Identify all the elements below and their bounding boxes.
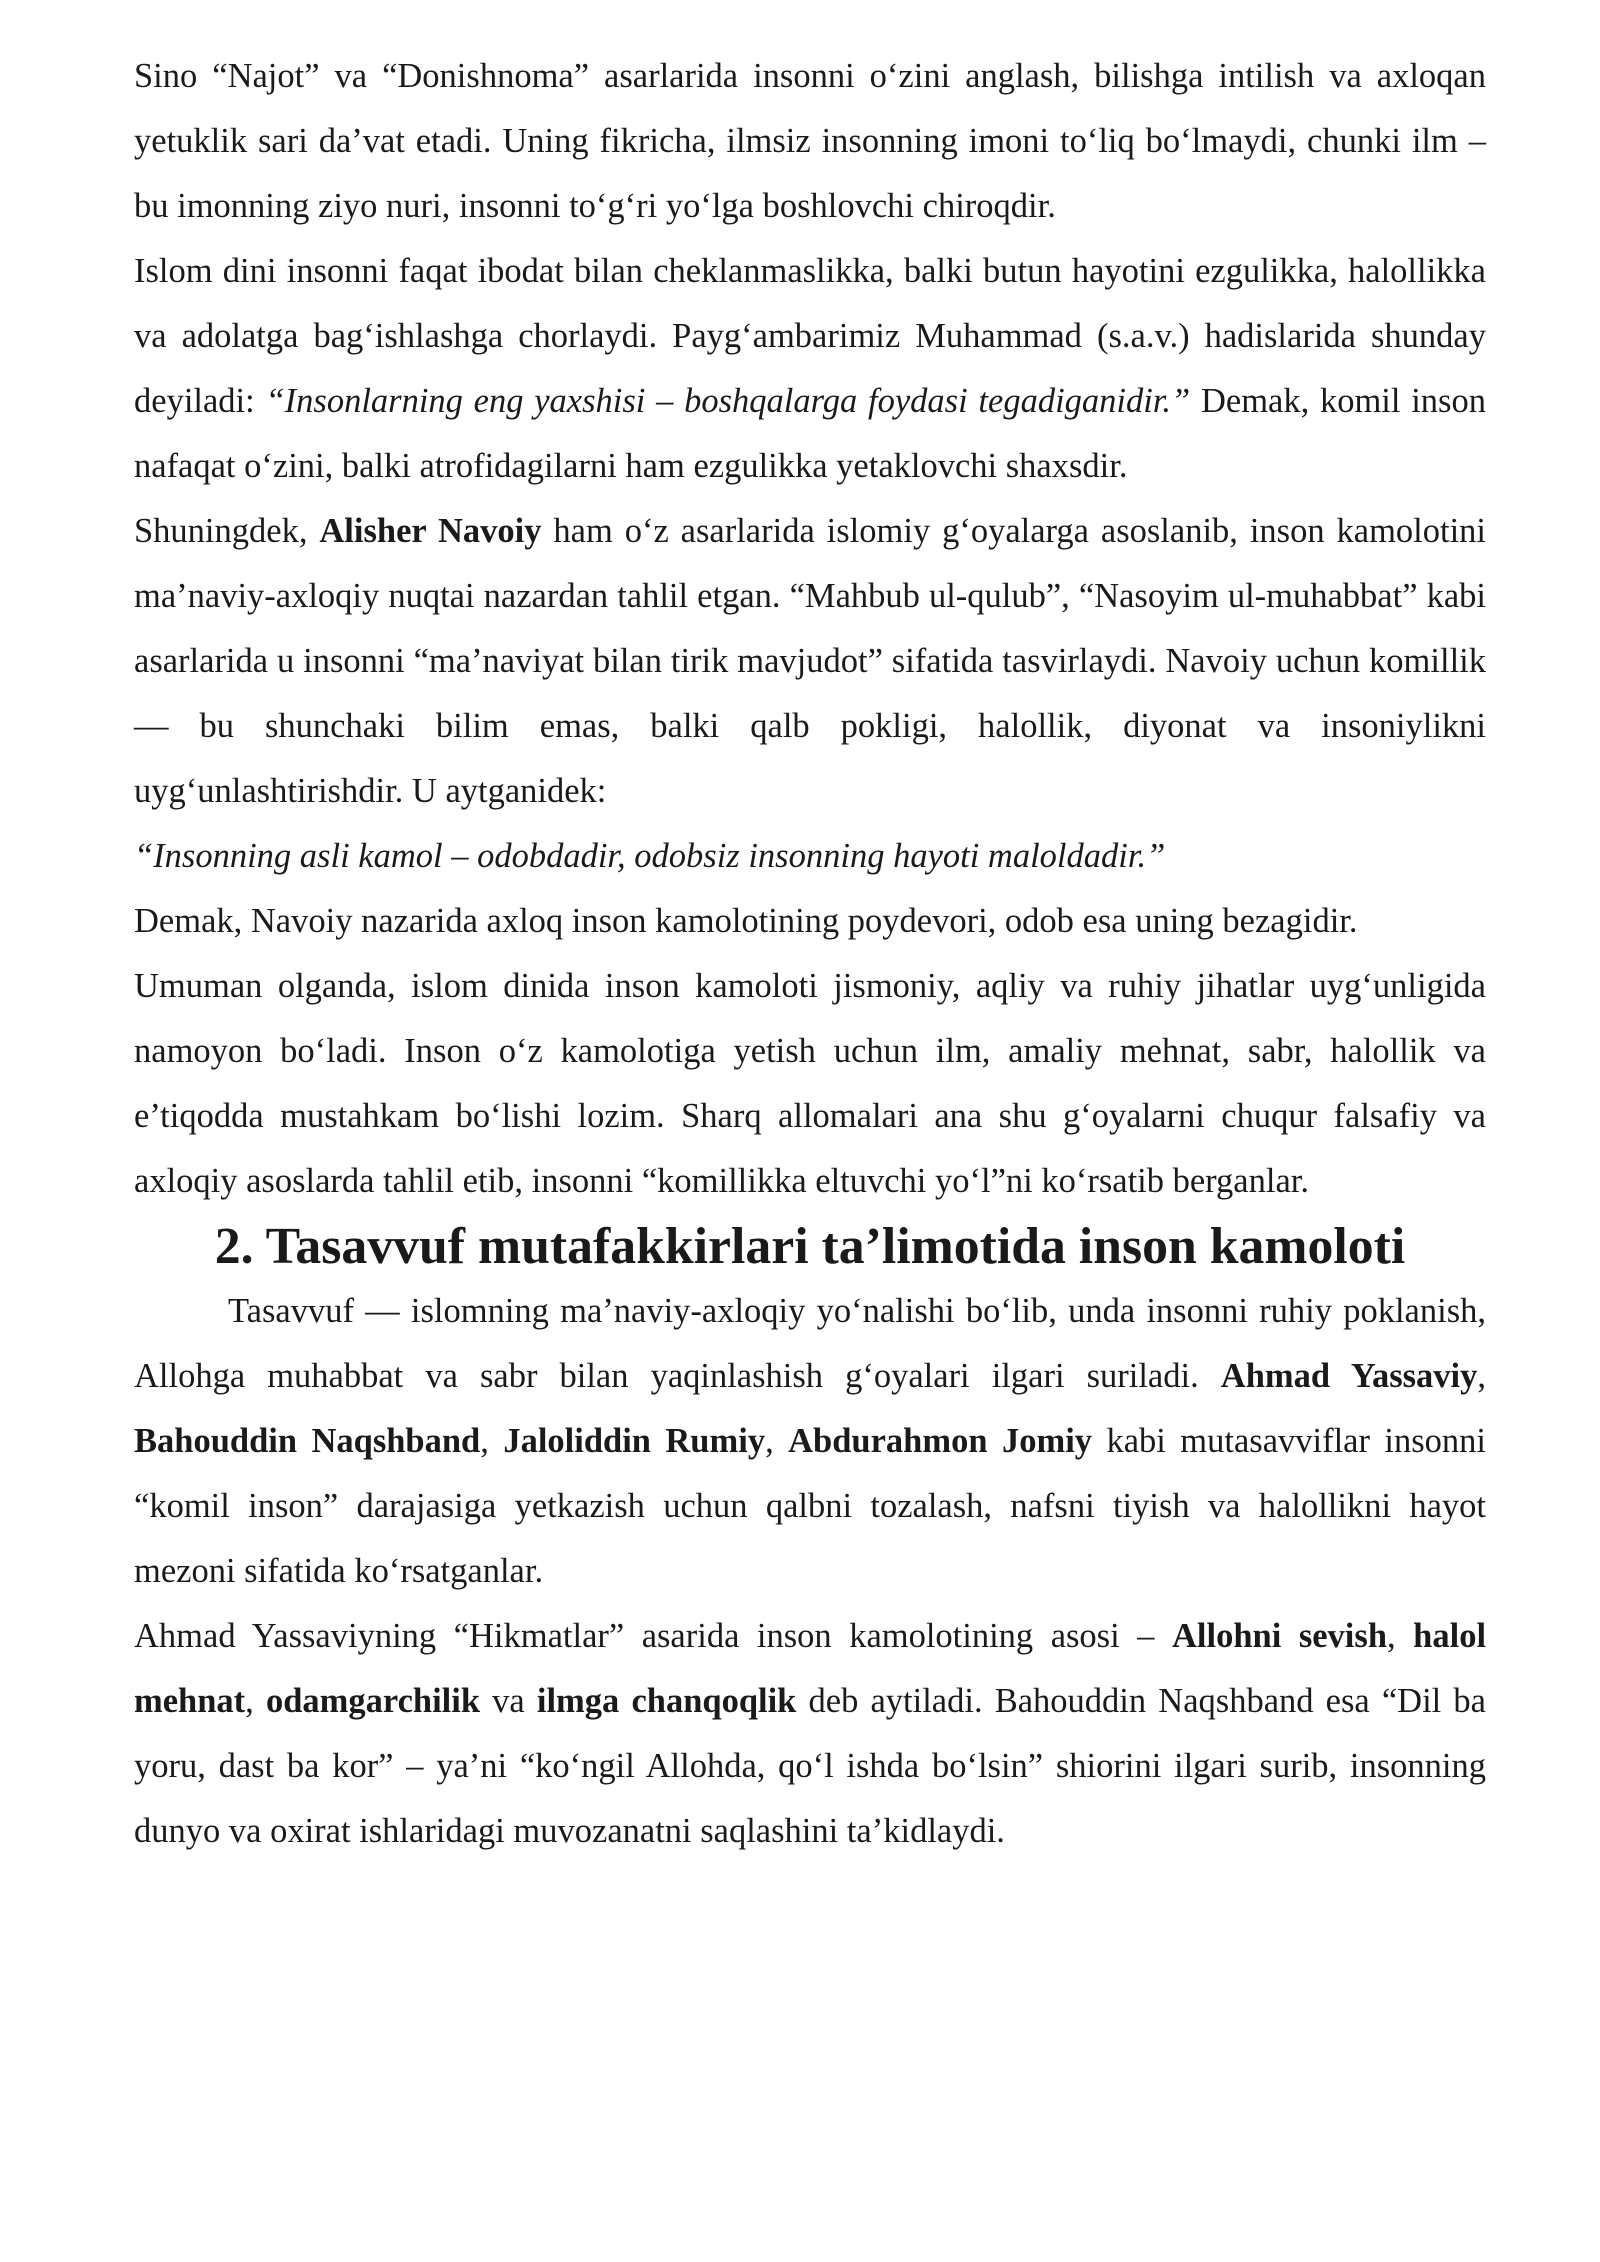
bold-term: halol mehnat (134, 1617, 1487, 1720)
separator: , (1387, 1617, 1414, 1655)
paragraph-text: Islom dini insonni faqat ibodat bilan cheklanmaslikka, balki butun hayotini ezgulikka, halollikka va adolatga bag‘ishlashga chorlaydi. Payg‘ambarimiz Muhammad (s.a.v.) hadislarida shunday deyiladi: (134, 252, 1486, 420)
separator: va (480, 1682, 537, 1720)
paragraph-text: Ahmad Yassaviyning “Hikmatlar” asarida inson kamolotining asosi – (134, 1617, 1172, 1655)
separator: , (480, 1422, 504, 1460)
navoiy-quote: “Insonning asli kamol – odobdadir, odobsiz insonning hayoti maloldadir.” (134, 837, 1166, 875)
paragraph-islom (134, 239, 1486, 499)
paragraph-text: Tasavvuf — islomning ma’naviy-axloqiy yo‘nalishi bo‘lib, unda insonni ruhiy poklanish, Allohga muhabbat va sabr bilan yaqinlashish g‘oyalari ilgari suriladi. (134, 1292, 1486, 1395)
paragraph-text: Demak, Navoiy nazarida axloq inson kamolotining poydevori, odob esa uning bezagidir. (134, 902, 1358, 940)
bold-term: Allohni sevish (1172, 1617, 1388, 1655)
paragraph-sino (134, 44, 1486, 239)
paragraph-text: Sino “Najot” va “Donishnoma” asarlarida insonni o‘zini anglash, bilishga intilish va axloqan yetuklik sari da’vat etadi. Uning fikricha, ilmsiz insonning imoni to‘liq bo‘lmaydi, chunki ilm – bu imonning ziyo nuri, insonni to‘g‘ri yo‘lga boshlovchi chiroqdir. (134, 57, 1486, 225)
bold-name: Bahouddin Naqshband (134, 1422, 481, 1460)
bold-name: Ahmad Yassaviy (1220, 1357, 1478, 1395)
paragraph-text: Demak, komil inson nafaqat o‘zini, balki atrofidagilarni ham ezgulikka yetaklovchi shaxsdir. (134, 382, 1486, 485)
separator: , (1477, 1357, 1487, 1395)
separator: , (765, 1422, 789, 1460)
paragraph-text: Umuman olganda, islom dinida inson kamoloti jismoniy, aqliy va ruhiy jihatlar uyg‘unligida namoyon bo‘ladi. Inson o‘z kamolotiga yetish uchun ilm, amaliy mehnat, sabr, halollik va e’tiqodda mustahkam bo‘lishi lozim. Sharq allomalari ana shu g‘oyalarni chuqur falsafiy va axloqiy asoslarda tahlil etib, insonni “komillikka eltuvchi yo‘l”ni ko‘rsatib berganlar. (134, 967, 1486, 1200)
paragraph-navoiy (134, 499, 1486, 889)
bold-name: Jaloliddin Rumiy (503, 1422, 766, 1460)
separator: , (245, 1682, 266, 1720)
bold-name: Abdurahmon Jomiy (788, 1422, 1093, 1460)
paragraph-text: Shuningdek, (134, 512, 320, 550)
document-page (134, 44, 1486, 1864)
section-heading: 2. Tasavvuf mutafakkirlari ta’limotida inson kamoloti (214, 1218, 1406, 1275)
bold-term: odamgarchilik (265, 1682, 481, 1720)
paragraph-text: kabi mutasavviflar insonni “komil inson” darajasiga yetkazish uchun qalbni tozalash, nafsni tiyish va halollikni hayot mezoni sifatida ko‘rsatganlar. (134, 1422, 1487, 1590)
hadith-quote: “Insonlarning eng yaxshisi – boshqalarga foydasi tegadiganidir.” (265, 382, 1191, 420)
paragraph-umuman (134, 954, 1486, 1214)
paragraph-tasavvuf (134, 1279, 1486, 1604)
paragraph-text: deb aytiladi. Bahouddin Naqshband esa “Dil ba yoru, dast ba kor” – ya’ni “ko‘ngil Allohda, qo‘l ishda bo‘lsin” shiorini ilgari surib, insonning dunyo va oxirat ishlaridagi muvozanatni saqlashini ta’kidlaydi. (134, 1682, 1486, 1850)
bold-name: Alisher Navoiy (319, 512, 542, 550)
paragraph-demak (134, 889, 1486, 954)
bold-term: ilmga chanqoqlik (536, 1682, 797, 1720)
paragraph-yassaviy (134, 1604, 1486, 1864)
paragraph-text: ham o‘z asarlarida islomiy g‘oyalarga asoslanib, inson kamolotini ma’naviy-axloqiy nuqtai nazardan tahlil etgan. “Mahbub ul-qulub”, “Nasoyim ul-muhabbat” kabi asarlarida u insonni “ma’naviyat bilan tirik mavjudot” sifatida tasvirlaydi. Navoiy uchun komillik — bu shunchaki bilim emas, balki qalb pokligi, halollik, diyonat va insoniylikni uyg‘unlashtirishdir. U aytganidek: (134, 512, 1486, 810)
